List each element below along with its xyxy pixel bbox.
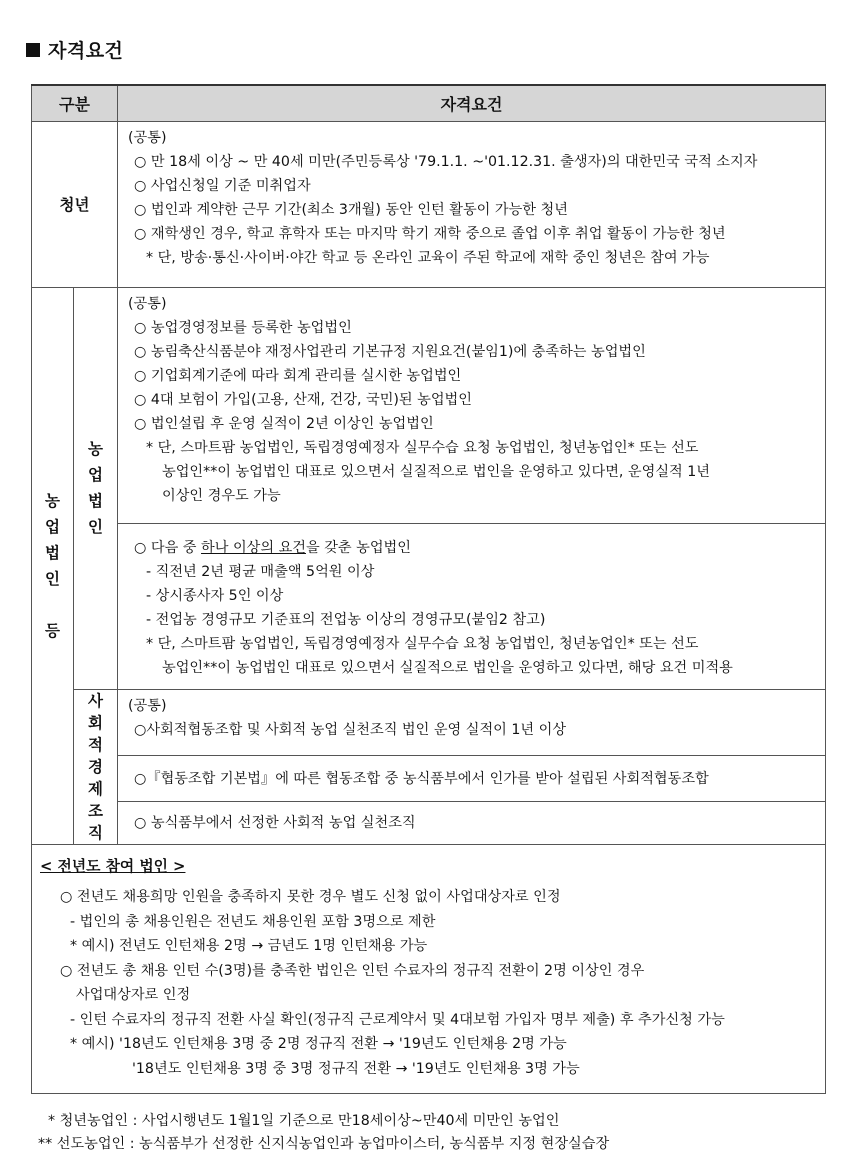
social-org-label: 사 회 적 경 제 조 직 xyxy=(74,689,118,844)
prev-year-box: < 전년도 참여 법인 > ○ 전년도 채용희망 인원을 충족하지 못한 경우 별도 신청 없이 사업대상자로 인정 - 법인의 총 채용인원은 전년도 채용인원 포함 3명으로 제한 * 예시) 전년도 인턴채용 2명 → 금년도 1명 인턴채용 가능 ○ 전년도 총 채용 인턴 수(3명)를 충족한 법인은 인턴 수료자의 정규직 전환이 2명 이상인 경우 사업대상자로 인정 - 인턴 수료자의 정규직 전환 사실 확인(정규직 근로계약서 및 4대보험 가입자 명부 제출) 후 추가신청 가능 * 예시) '18년도 인턴채용 3명 중 2명 정규직 전환 → '19년도 인턴채용 2명 가능 '18년도 인턴채용 3명 중 3명 정규직 전환 → '19년도 인턴채용 3명 가능 xyxy=(32,844,826,1094)
farm-corp-option-requirements: ○ 다음 중 하나 이상의 요건을 갖춘 농업법인 - 직전년 2년 평균 매출액 5억원 이상 - 상시종사자 5인 이상 - 전업농 경영규모 기준표의 전업농 이상의 경영규모(붙임2 참고) * 단, 스마트팜 농업법인, 독립경영예정자 실무수습 요청 농업법인, 청년농업인* 또는 선도 농업인**이 농업법인 대표로 있으면서 실질적으로 법인을 운영하고 있다면, 해당 요건 미적용 xyxy=(118,523,826,689)
youth-label: 청년 xyxy=(32,121,118,287)
farm-org-label: 농 업 법 인 등 xyxy=(32,287,74,844)
farm-corp-common-row xyxy=(32,287,826,523)
requirements-table xyxy=(31,84,826,1094)
footnote-leading-farmer: ** 선도농업인 : 농식품부가 선정한 신지식농업인과 농업마이스터, 농식품부 지정 현장실습장 xyxy=(38,1136,610,1152)
table-header-row xyxy=(32,85,826,121)
social-row-1 xyxy=(32,689,826,755)
social-row-3 xyxy=(32,802,826,844)
footnotes xyxy=(38,1110,609,1156)
header-requirements: 자격요건 xyxy=(118,85,826,121)
social-requirements-3: ○ 농식품부에서 선정한 사회적 농업 실천조직 xyxy=(118,802,826,844)
social-requirements-1: (공통) ○사회적협동조합 및 사회적 농업 실천조직 법인 운영 실적이 1년 이상 xyxy=(118,689,826,755)
prev-year-title: < 전년도 참여 법인 > xyxy=(40,857,186,875)
header-category: 구분 xyxy=(32,85,118,121)
social-requirements-2: ○『협동조합 기본법』에 따른 협동조합 중 농식품부에서 인가를 받아 설립된 사회적협동조합 xyxy=(118,755,826,801)
farm-corp-common-requirements: (공통) ○ 농업경영정보를 등록한 농업법인 ○ 농림축산식품분야 재정사업관리 기본규정 지원요건(붙임1)에 충족하는 농업법인 ○ 기업회계기준에 따라 회계 관리를 실시한 농업법인 ○ 4대 보험이 가입(고용, 산재, 건강, 국민)된 농업법인 ○ 법인설립 후 운영 실적이 2년 이상인 농업법인 * 단, 스마트팜 농업법인, 독립경영예정자 실무수습 요청 농업법인, 청년농업인* 또는 선도 농업인**이 농업법인 대표로 있으면서 실질적으로 법인을 운영하고 있다면, 운영실적 1년 이상인 경우도 가능 xyxy=(118,287,826,523)
social-row-2 xyxy=(32,755,826,801)
prev-year-row xyxy=(32,844,826,1094)
square-bullet-icon xyxy=(26,43,40,57)
farm-corp-label: 농 업 법 인 xyxy=(74,287,118,689)
farm-corp-option-row xyxy=(32,523,826,689)
youth-row xyxy=(32,121,826,287)
section-heading: 자격요건 xyxy=(26,36,123,63)
footnote-youth-farmer: * 청년농업인 : 사업시행년도 1월1일 기준으로 만18세이상~만40세 미만인 농업인 xyxy=(48,1113,560,1129)
youth-requirements: (공통) ○ 만 18세 이상 ~ 만 40세 미만(주민등록상 '79.1.1. ~'01.12.31. 출생자)의 대한민국 국적 소지자 ○ 사업신청일 기준 미취업자 ○ 법인과 계약한 근무 기간(최소 3개월) 동안 인턴 활동이 가능한 청년 ○ 재학생인 경우, 학교 휴학자 또는 마지막 학기 재학 중으로 졸업 이후 취업 활동이 가능한 청년 * 단, 방송·통신·사이버·야간 학교 등 온라인 교육이 주된 학교에 재학 중인 청년은 참여 가능 xyxy=(118,121,826,287)
